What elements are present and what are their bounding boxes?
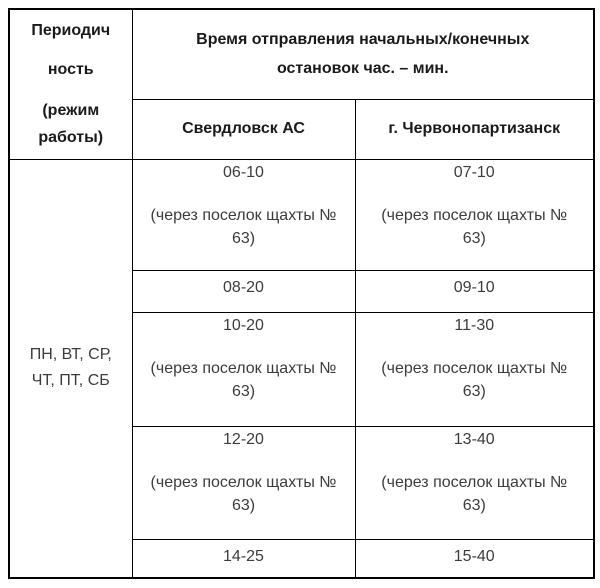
departure-time: 11-30 bbox=[454, 316, 495, 334]
route-note-line: (через поселок щахты № bbox=[381, 206, 568, 224]
departure-time: 07-10 bbox=[453, 163, 495, 181]
route-note-line: (через поселок щахты № bbox=[150, 206, 337, 224]
header-row-main bbox=[9, 9, 594, 99]
days-line-1: ПН, ВТ, СР, bbox=[29, 346, 112, 364]
periodicity-header-line-4: работы) bbox=[38, 129, 104, 147]
schedule-cell-chervonopartizansk bbox=[355, 539, 594, 578]
periodicity-header-cell bbox=[9, 9, 132, 159]
bus-schedule-table bbox=[8, 8, 595, 579]
schedule-cell-sverdlovsk bbox=[132, 159, 355, 270]
schedule-cell-sverdlovsk bbox=[132, 312, 355, 426]
schedule-cell-sverdlovsk bbox=[132, 539, 355, 578]
route-note bbox=[133, 357, 355, 403]
periodicity-header-line-2: ность bbox=[47, 61, 94, 79]
route-note-line: 63) bbox=[231, 496, 256, 514]
route-note-line: (через поселок щахты № bbox=[150, 359, 337, 377]
route-note-line: 63) bbox=[231, 382, 256, 400]
departure-time: 13-40 bbox=[453, 430, 495, 448]
departure-time: 06-10 bbox=[223, 163, 264, 181]
column-header-chervonopartizansk: г. Червонопартизанск bbox=[355, 99, 594, 159]
days-line-2: ЧТ, ПТ, СБ bbox=[31, 372, 110, 390]
periodicity-header-line-1: Периодич bbox=[31, 22, 111, 40]
departure-time: 08-20 bbox=[223, 278, 264, 296]
departure-time: 10-20 bbox=[223, 316, 264, 334]
schedule-cell-chervonopartizansk bbox=[355, 270, 594, 312]
route-note-line: 63) bbox=[231, 229, 256, 247]
departure-time: 14-25 bbox=[223, 547, 264, 565]
route-note bbox=[356, 471, 594, 517]
periodicity-header-line-3: (режим bbox=[42, 102, 100, 120]
departure-time: 09-10 bbox=[453, 278, 495, 296]
departure-header-line-1: Время отправления начальных/конечных bbox=[196, 31, 530, 49]
route-note bbox=[133, 204, 355, 250]
schedule-cell-sverdlovsk bbox=[132, 270, 355, 312]
schedule-row-1 bbox=[9, 159, 594, 270]
route-note-line: 63) bbox=[462, 382, 486, 400]
route-note bbox=[133, 471, 355, 517]
schedule-cell-chervonopartizansk bbox=[355, 312, 594, 426]
route-note-line: (через поселок щахты № bbox=[381, 359, 568, 377]
route-note-line: (через поселок щахты № bbox=[381, 473, 568, 491]
route-note-line: 63) bbox=[462, 496, 486, 514]
departure-header-line-2: остановок час. – мин. bbox=[276, 60, 449, 78]
route-note-line: 63) bbox=[462, 229, 486, 247]
schedule-cell-chervonopartizansk bbox=[355, 159, 594, 270]
route-note bbox=[356, 357, 594, 403]
schedule-cell-sverdlovsk bbox=[132, 426, 355, 539]
route-note bbox=[356, 204, 594, 250]
days-cell bbox=[9, 159, 132, 578]
schedule-cell-chervonopartizansk bbox=[355, 426, 594, 539]
route-note-line: (через поселок щахты № bbox=[150, 473, 337, 491]
departure-time: 12-20 bbox=[223, 430, 264, 448]
departure-time-header-cell bbox=[132, 9, 594, 99]
departure-time: 15-40 bbox=[453, 547, 495, 565]
column-header-sverdlovsk: Свердловск АС bbox=[132, 99, 355, 159]
